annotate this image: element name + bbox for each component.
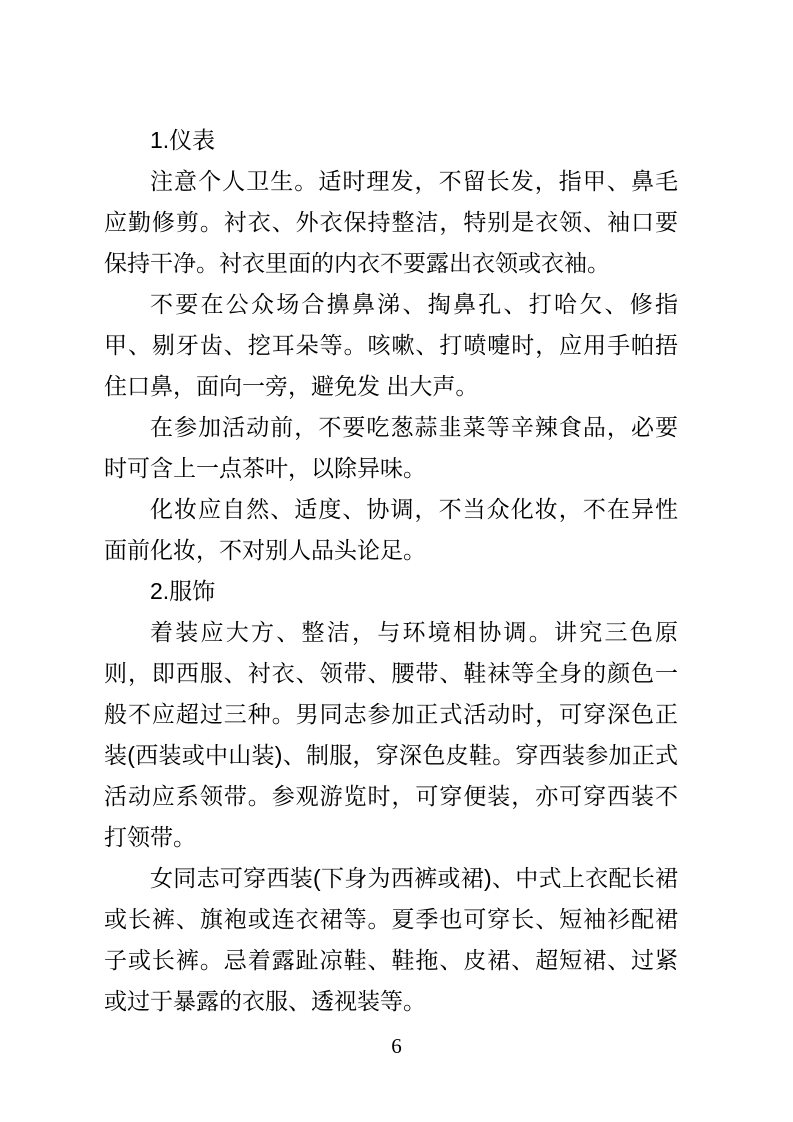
section-2-heading: 2.服饰 (150, 578, 216, 604)
paragraph: 女同志可穿西装(下身为西裤或裙)、中式上衣配长裙或长裤、旗袍或连衣裙等。夏季也可穿长、短袖衫配裙子或长裤。忌着露趾凉鞋、鞋拖、皮裙、超短裙、过紧或过于暴露的衣服、透视装等。 (104, 865, 678, 1014)
page-content (104, 120, 678, 1022)
paragraph: 注意个人卫生。适时理发，不留长发，指甲、鼻毛应勤修剪。衬衣、外衣保持整洁，特别是衣领、袖口要保持干净。衬衣里面的内衣不要露出衣领或衣袖。 (104, 168, 678, 276)
paragraph: 着装应大方、整洁，与环境相协调。讲究三色原则，即西服、衬衣、领带、腰带、鞋袜等全身的颜色一般不应超过三种。男同志参加正式活动时，可穿深色正装(西装或中山装)、制服，穿深色皮鞋。穿西装参加正式活动应系领带。参观游览时，可穿便装，亦可穿西装不打领带。 (104, 619, 678, 850)
section-1-heading: 1.仪表 (150, 127, 216, 153)
page-number: 6 (391, 1034, 402, 1058)
paragraph: 不要在公众场合擤鼻涕、掏鼻孔、打哈欠、修指甲、剔牙齿、挖耳朵等。咳嗽、打喷嚏时，应用手帕捂住口鼻，面向一旁，避免发 出大声。 (104, 291, 678, 399)
paragraph: 化妆应自然、适度、协调，不当众化妆，不在异性面前化妆，不对别人品头论足。 (104, 496, 678, 563)
paragraph: 在参加活动前，不要吃葱蒜韭菜等辛辣食品，必要时可含上一点茶叶，以除异味。 (104, 414, 678, 481)
